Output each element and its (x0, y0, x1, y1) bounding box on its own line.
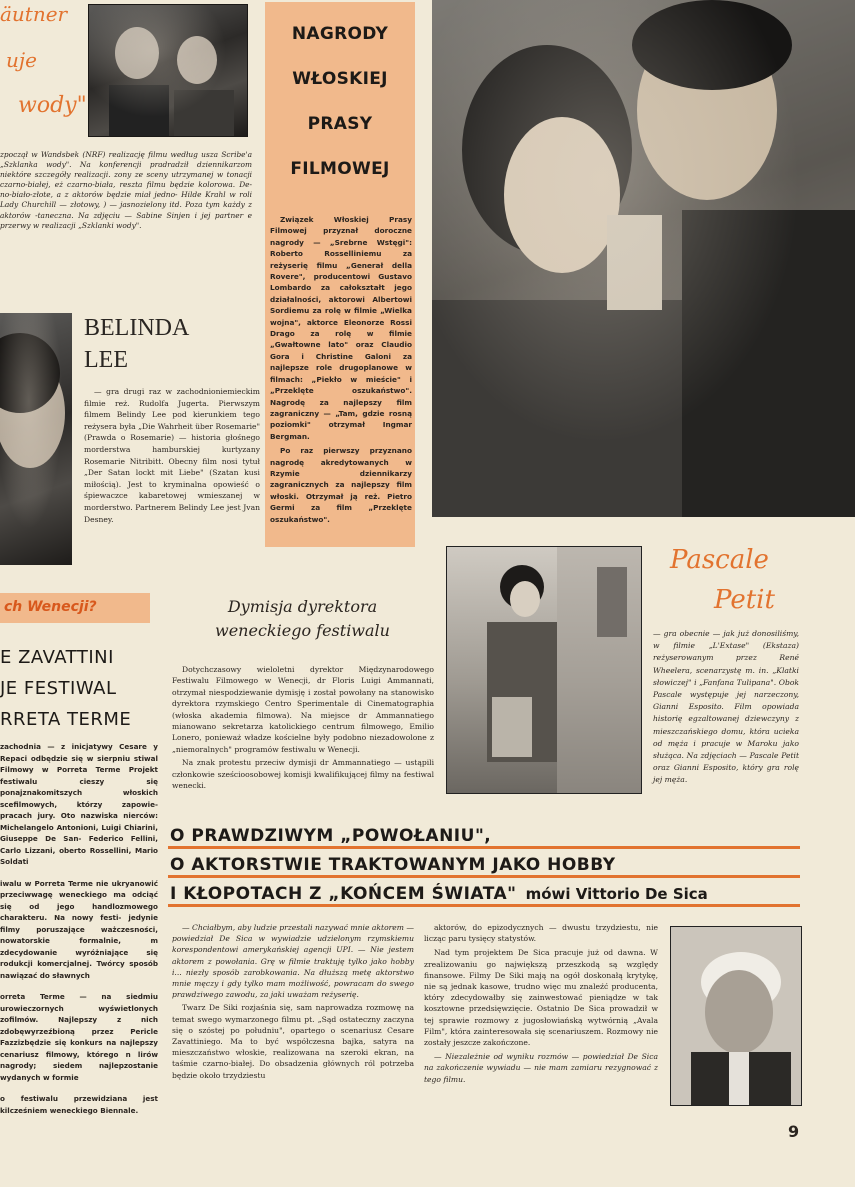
headline-line: E ZAVATTINI (0, 647, 114, 668)
prizes-para: Po raz pierwszy przyznano nagrodę akredytowanych w Rzymie dziennikarzy zagranicznych za najlepszy film włoski. Otrzymał ją reż. Pietro Germi za film „Przeklęte oszukaństwo". (270, 446, 412, 524)
venice-para: orreta Terme — na siedmiu urowieczornych wyświetlonych zofilmów. Najlepszy z nich zdobęwyrzeźbioną przez Pericle Fazzizbędzie się konkurs na najlepszy cenariusz filmowy, którego n lirów nagrody; siedem najlepzostanie wydanych w formie (0, 992, 158, 1082)
prizes-text (270, 214, 412, 527)
title-line: WŁOSKIEJ (292, 69, 388, 89)
photo-couple-large (432, 0, 855, 517)
title-line: wody" (18, 93, 87, 118)
title-line: Petit (714, 585, 775, 615)
szklanka-title (0, 2, 90, 118)
venice-text (0, 741, 158, 1116)
belinda-text: — gra drugi raz w zachodnioniemieckim filmie reż. Rudolfa Jugerta. Pierwszym filmem Belindy Lee pod kierunkiem tego reżysera była „Die Wahrheit über Rosemarie" (Prawda o Rosemarie) — historia głośnego morderstwa hamburskiej kurtyzany Rosemarie Nitribitt. Obecny film nosi tytuł „Der Satan lockt mit Liebe" (Szatan kusi miłością). Jest to kryminalna opowieść o śpiewaczce kabaretowej wmieszanej w morderstwo. Partnerem Belindy Lee jest Jvan Desney. (84, 387, 260, 524)
venice-headline (0, 642, 131, 735)
desica-col2 (424, 922, 658, 1087)
headline-text: I KŁOPOTACH Z „KOŃCEM ŚWIATA" (170, 884, 517, 904)
page-number: 9 (788, 1122, 800, 1141)
figures-icon (89, 5, 248, 137)
couple-icon (432, 0, 855, 517)
desica-col1 (172, 922, 414, 1083)
title-line: Pascale (670, 545, 769, 575)
banner-text: ch Wenecji? (4, 599, 97, 615)
dismissal-title (170, 595, 435, 643)
szklanka-caption: zpoczął w Wandsbek (NRF) realizację filmu według usza Scribe'a „Szklanka wody". Na konferencji pradradził dziennikarzom niektóre szczegóły realizacji. zony ze sceny utrzymanej w tonacji czarno-białej, eż czarno-biała, reszta filmu będzie kolorowa. De- no-biało-złote, a z aktorów będzie miał jedno- Hilde Krahl w roli Lady Churchill — złotowy, ) — jasnozielony itd. Poza tym każdy z aktorów -taneczna. Na zdjęciu — Sabine Sinjen i jej partner e przerwy w realizacji „Szklanki wody". (0, 150, 252, 230)
pascale-text: — gra obecnie — jak już donosiliśmy, w filmie „L'Extase" (Ekstaza) reżyserowanym przez René Wheelera, scenarzystę m. in. „Klatki słowiczej" i „Fanfana Tulipana". Obok Pascale występuje jej narzeczony, Gianni Esposito. Film opowiada historię egzaltowanej dziewczyny z mieszczańskiego domu, która ucieka od męża i pracuje w Maroku jako służąca. Na zdjęciach — Pascale Petit oraz Gianni Esposito, który gra rolę jej męża. (653, 629, 799, 785)
title-line: LEE (84, 347, 128, 373)
dismissal-para: Na znak protestu przeciw dymisji dr Ammannatiego — ustąpili członkowie sześcioosobowej komisji kwalifikującej filmy na festiwal wenecki. (172, 758, 434, 791)
title-line: uje (6, 48, 37, 72)
venice-para: iwalu w Porreta Terme nie ukryanowić przeciwwagę weneckiego ma odciąć się od jego handlozmowego charakteru. Na nowy festi- jedynie filmy poruszające ważczesności, nowatorskie formalnie, m zdecydowanie wyróżniające się rodukcji komercjalnej. Twórcy sposób nawiązać do sławnych (0, 878, 158, 980)
desica-headline-3 (170, 884, 708, 904)
desica-para: — Chciałbym, aby ludzie przestali nazywać mnie aktorem — powiedział De Sica w wywiadzie udzielonym rzymskiemu korespondentowi amerykańskiej agencji UPI. — Nie jestem aktorem z powołania. Grę w filmie traktuję tylko jako hobby i... niezły sposób zarobkowania. Na dłuższą metę aktorstwo mnie męczy i gdy tylko mam możliwość, powracam do swego prawdziwego zawodu, za jaki uważam reżyserię. (172, 923, 414, 1000)
desica-headline-1: O PRAWDZIWYM „POWOŁANIU", (170, 826, 492, 846)
headline-tail: mówi Vittorio De Sica (525, 885, 708, 903)
desica-para: Twarz De Siki rozjaśnia się, sam naprowadza rozmowę na temat swego wymarzonego filmu pt. „Sąd ostateczny zaczyna się o szóstej po południu", opartego o scenariusz Cesare Zavattiniego. Ma to być współczesna bajka, satyra na mieszczaństwo włoskie, realizowana na szeroki ekran, na taśmie czarno-białej. Do obsadzenia głównych ról potrzeba będzie około trzydziestu (172, 1003, 414, 1080)
portrait-icon (0, 313, 72, 565)
headline-rule (168, 875, 800, 878)
desica-para: aktorów, do epizodycznych — dwustu trzydziestu, nie licząc paru tysięcy statystów. (424, 923, 658, 944)
title-line: weneckiego festiwalu (215, 621, 390, 640)
headline-line: JE FESTIWAL (0, 678, 117, 699)
pascale-title (660, 540, 850, 620)
dismissal-text (172, 664, 434, 793)
photo-vittorio-de-sica (670, 926, 802, 1106)
man-portrait-icon (671, 927, 802, 1106)
venice-para: o festiwalu przewidziana jest kilcześniem weneckiego Biennale. (0, 1094, 158, 1115)
photo-pascale-petit (446, 546, 642, 794)
headline-line: RRETA TERME (0, 709, 132, 730)
prizes-title (265, 12, 415, 192)
title-line: NAGRODY (291, 24, 389, 44)
belinda-title (84, 312, 189, 376)
headline-rule (168, 846, 800, 849)
prizes-para: Związek Włoskiej Prasy Filmowej przyznał doroczne nagrody — „Srebrne Wstęgi": Roberto Rosselliniemu za reżyserię filmu „Generał della Rovere", producentowi Gustavo Lombardo za całokształt jego działalności, aktorowi Albertowi Sordiemu za rolę w filmie „Wielka wojna", aktorce Eleonorze Rossi Drago za rolę w filmie „Gwałtowne lato" oraz Claudio Gora i Christine Galoni za najlepsze role drugoplanowe w filmach: „Piekło w mieście" i „Przeklęte oszukaństwo". Nagrodę za najlepszy film zagraniczny — „Tam, gdzie rosną poziomki" otrzymał Ingmar Bergman. (270, 215, 412, 441)
venice-para: zachodnia — z inicjatywy Cesare y Repaci odbędzie się w sierpniu stiwal Filmowy w Porreta Terme Projekt festiwalu cieszy się ponajznakomitszych włoskich scefilmowych, którzy zapowie- pracach jury. Oto nazwiska nierców: Michelangelo Antonioni, Luigi Chiarini, Giuseppe De San- Federico Fellini, Carlo Lizzani, oberto Rossellini, Mario Soldati (0, 742, 158, 866)
desica-headline-2: O AKTORSTWIE TRAKTOWANYM JAKO HOBBY (170, 855, 616, 875)
photo-belinda-lee (0, 313, 72, 565)
desica-para: Nad tym projektem De Sica pracuje już od dawna. W zrealizowaniu go największą przeszkodą są względy finansowe. Filmy De Siki mają na ogół doskonałą krytykę, nie są jednak kasowe, trudno więc mu znaleźć producenta, który zdecydowałby się zainwestować pieniądze w tak kosztowne przedsięwzięcie. Ostatnio De Sica prowadził w tej sprawie rozmowy z jugosłowiańską wytwórnią „Avala Film", która zainteresowała się scenariuszem. Rozmowy nie zostały jeszcze zakończone. (424, 948, 658, 1048)
desica-para: — Niezależnie od wyniku rozmów — powiedział De Sica na zakończenie wywiadu — nie mam zamiaru rezygnować z tego filmu. (424, 1052, 658, 1084)
title-line: äutner (0, 2, 68, 26)
title-line: FILMOWEJ (290, 159, 390, 179)
dismissal-para: Dotychczasowy wieloletni dyrektor Międzynarodowego Festiwalu Filmowego w Wenecji, dr Floris Luigi Ammannati, otrzymał niespodziewanie dymisję i został powołany na stanowisko dyrektora rzymskiego Centro Sperimentale di Cinematographia (włoska akademia filmowa). Na miejsce dr Ammannatiego mianowano sekretarza katolickiego centrum filmowego, Emilio Lonero, ponieważ władze kościelne były podobno niezadowolone z „niemoralnych" programów festiwalu w Wenecji. (172, 665, 434, 754)
title-line: Dymisja dyrektora (227, 597, 378, 616)
headline-rule (168, 904, 800, 907)
photo-sinjen-partner (88, 4, 248, 137)
woman-icon (447, 547, 642, 794)
title-line: PRASY (307, 114, 373, 134)
venice-banner (0, 593, 150, 623)
title-line: BELINDA (84, 315, 190, 341)
